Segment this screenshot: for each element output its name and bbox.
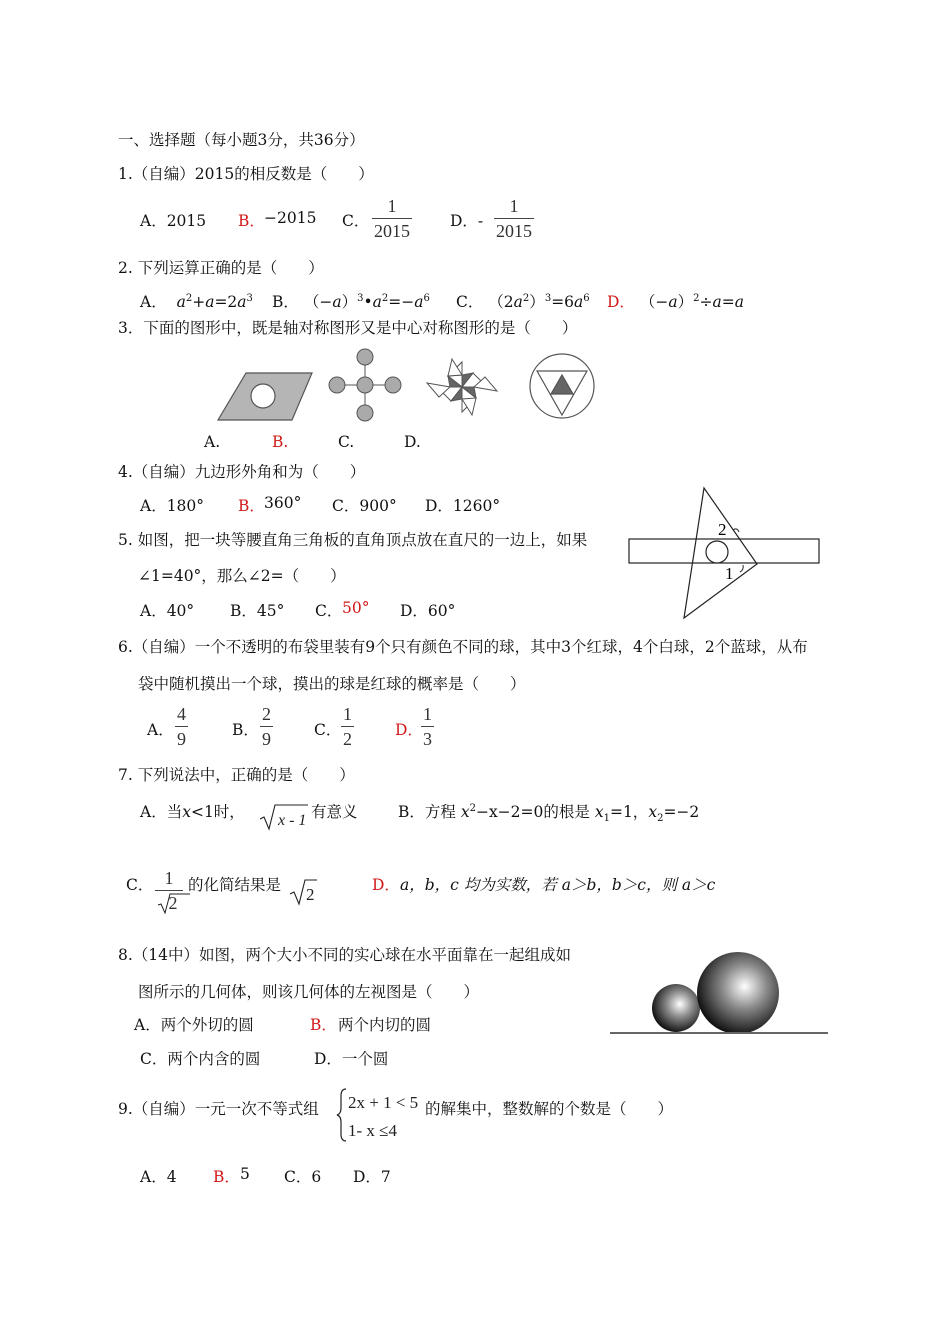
q9-option-b: 5	[240, 1165, 250, 1183]
q7-option-c-suffix: 的化简结果是	[188, 876, 282, 894]
q3-option-a: A.	[204, 433, 221, 451]
q7-option-b: B．方程 $x^2-x-2=0$的根是 $x_1=1$，$x_2=-2$	[398, 802, 700, 825]
q4-option-b: 360°	[264, 494, 302, 512]
q6-option-c: C．	[314, 721, 342, 739]
q4-option-b-letter: B．	[238, 497, 265, 515]
q7-option-c: C．	[126, 876, 154, 894]
q3-figure-b-cross	[329, 349, 401, 421]
q1-option-c: C．	[342, 212, 370, 230]
q7-option-a: A．当x<1时，	[140, 803, 245, 821]
q1-option-b-letter: B．	[238, 212, 265, 230]
q8-small-sphere	[652, 984, 700, 1032]
q6-option-a-fraction: 4 9	[177, 704, 186, 749]
q8-figure-spheres	[608, 946, 830, 1038]
q8-large-sphere	[697, 952, 779, 1034]
q5-option-b: B．45°	[230, 602, 285, 620]
q8-option-b: 两个内切的圆	[338, 1016, 432, 1034]
q4-option-d: D．1260°	[425, 497, 501, 515]
q1-option-c-fraction: 1 2015	[374, 196, 410, 241]
question-9-stem-prefix: 9.（自编）一元一次不等式组	[118, 1100, 319, 1118]
svg-text:x - 1: x - 1	[278, 812, 307, 829]
q7-option-c-answer-radical	[288, 878, 318, 906]
q3-figure-a-parallelogram	[218, 373, 312, 420]
question-5-stem-line1: 5. 如图，把一块等腰直角三角板的直角顶点放在直尺的一边上，如果	[118, 531, 588, 549]
q7-option-d: a，b，c 均为实数，若 a＞b，b＞c，则 a＞c	[400, 876, 716, 894]
q1-option-b: −2015	[264, 209, 317, 227]
q5-figure-ruler-triangle	[626, 484, 826, 624]
q8-option-d: D．一个圆	[314, 1050, 389, 1068]
q9-inequality-2: 1- x ≤4	[348, 1121, 397, 1140]
q3-figures	[210, 345, 610, 427]
question-8-stem-line1: 8.（14中）如图，两个大小不同的实心球在水平面靠在一起组成如	[118, 946, 572, 964]
q2-option-d: D． $(-a)^2\div a=a$	[607, 292, 744, 311]
q9-option-d: D．7	[353, 1168, 391, 1186]
q5-option-c-letter: C．	[315, 602, 343, 620]
question-2-stem: 2. 下列运算正确的是（ ）	[118, 259, 324, 277]
q1-option-a: A．2015	[140, 212, 207, 230]
section-title: 一、选择题（每小题3分，共36分）	[118, 131, 365, 149]
q8-option-c: C．两个内含的圆	[140, 1050, 261, 1068]
question-5-stem-line2: ∠1=40°，那么∠2=（ ）	[138, 567, 346, 585]
q5-option-c: 50°	[342, 599, 370, 617]
q1-option-d: D．-	[450, 212, 484, 230]
q1-option-d-fraction: 1 2015	[496, 196, 532, 241]
q5-option-d: D．60°	[400, 602, 456, 620]
q6-option-b: B．	[232, 721, 259, 739]
question-4-stem: 4.（自编）九边形外角和为（ ）	[118, 463, 366, 481]
q9-inequality-system	[336, 1086, 428, 1144]
q6-option-a: A．	[147, 721, 174, 739]
q9-inequality-1: 2x + 1 < 5	[348, 1093, 419, 1112]
q9-option-b-letter: B．	[213, 1168, 240, 1186]
q8-option-a: A．两个外切的圆	[134, 1016, 254, 1034]
question-6-stem-line2: 袋中随机摸出一个球，摸出的球是红球的概率是（ ）	[138, 675, 526, 693]
q4-option-c: C．900°	[332, 497, 397, 515]
question-1-stem: 1.（自编）2015的相反数是（ ）	[118, 165, 374, 183]
q3-figure-c-pinwheel	[427, 359, 497, 415]
q7-option-a-suffix: 有意义	[311, 803, 358, 821]
q7-option-c-fraction: 1 2	[155, 868, 183, 913]
q3-figure-d-circle-triangles	[530, 354, 594, 418]
q3-option-d: D.	[404, 433, 421, 451]
q5-angle-1-label: 1	[725, 564, 734, 583]
q9-option-a: A．4	[140, 1168, 177, 1186]
question-6-stem-line1: 6.（自编）一个不透明的布袋里装有9个只有颜色不同的球，其中3个红球，4个白球，2个蓝球，从布	[118, 638, 808, 656]
q4-option-a: A．180°	[140, 497, 205, 515]
q2-option-a: A． $a^2+a=2a^3$	[140, 292, 253, 311]
q7-option-a-radical	[258, 803, 310, 831]
q6-option-d-fraction: 1 3	[423, 704, 432, 749]
q8-option-b-letter: B．	[310, 1016, 337, 1034]
q6-option-c-fraction: 1 2	[343, 704, 352, 749]
q2-option-c: C． $(2a^2)^3=6a^6$	[456, 292, 590, 311]
q2-option-b: B． $(-a)^3•a^2=-a^6$	[272, 292, 430, 311]
svg-text:2: 2	[306, 885, 315, 904]
q5-option-a: A．40°	[140, 602, 195, 620]
q5-angle-2-label: 2	[718, 520, 727, 539]
q3-option-b: B.	[272, 433, 289, 451]
q9-option-c: C．6	[284, 1168, 322, 1186]
question-3-stem: 3．下面的图形中，既是轴对称图形又是中心对称图形的是（ ）	[118, 319, 578, 337]
question-9-stem-suffix: 的解集中，整数解的个数是（ ）	[425, 1100, 674, 1118]
q6-option-b-fraction: 2 9	[262, 704, 271, 749]
question-8-stem-line2: 图所示的几何体，则该几何体的左视图是（ ）	[138, 983, 480, 1001]
q6-option-d: D．	[395, 721, 423, 739]
q7-option-d-letter: D．	[372, 876, 400, 894]
q3-option-c: C.	[338, 433, 355, 451]
question-7-stem: 7. 下列说法中，正确的是（ ）	[118, 766, 355, 784]
